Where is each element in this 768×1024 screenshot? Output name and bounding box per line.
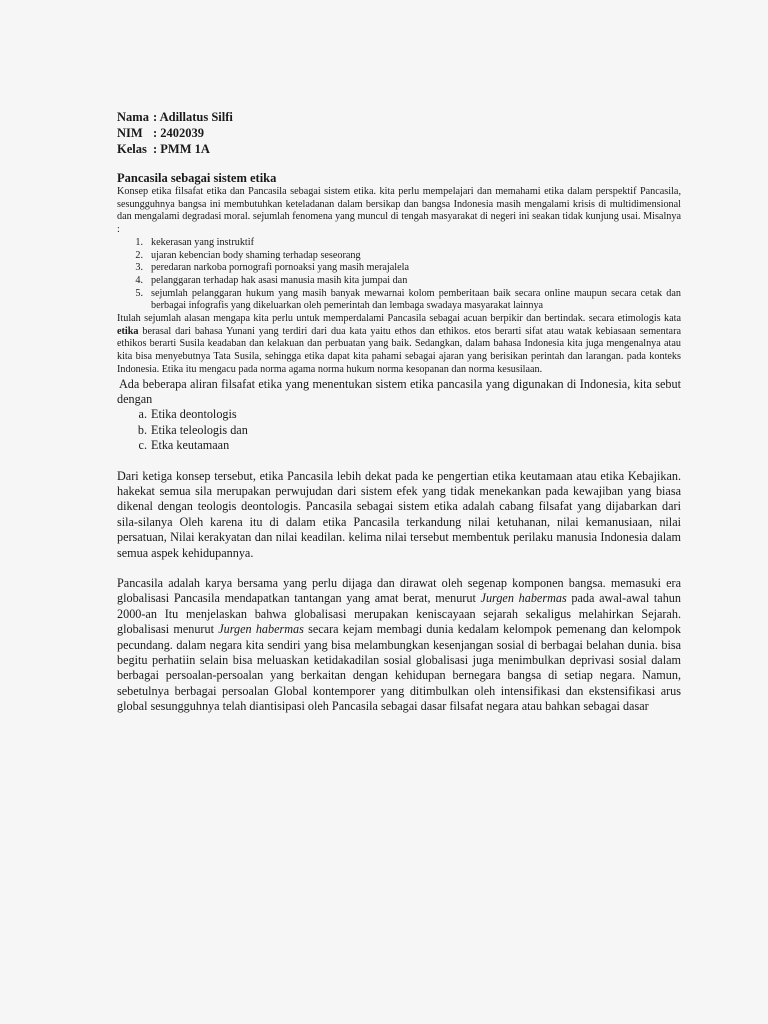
globalization-paragraph bbox=[117, 576, 681, 715]
section-title: Pancasila sebagai sistem etika bbox=[117, 171, 277, 185]
habermas-name: Jurgen habermas bbox=[480, 591, 567, 606]
intro-paragraph: Konsep etika filsafat etika dan Pancasila sebagai sistem etika. kita perlu mempelajari dan memahami etika dalam perspektif Pancasila, sesungguhnya bangsa ini membutuhkan keteladanan dalam bersikap dan bangsa Indonesia masih mengalami krisis di multidimensional dan mengalami degradasi moral. sejumlah fenomena yang muncul di tengah masyarakat di negeri ini seakan tidak kunjung usai. Misalnya : bbox=[117, 186, 681, 236]
list-number: 3. bbox=[135, 262, 143, 274]
class-row bbox=[117, 141, 681, 157]
list-number: 1. bbox=[135, 236, 143, 248]
spacer bbox=[117, 454, 681, 469]
class-label: Kelas bbox=[117, 142, 147, 156]
list-item bbox=[117, 407, 681, 422]
class-value: : PMM 1A bbox=[153, 142, 210, 156]
list-item bbox=[117, 438, 681, 453]
list-letter: c. bbox=[138, 438, 147, 453]
name-label: Nama bbox=[117, 110, 149, 124]
list-letter: a. bbox=[138, 407, 147, 422]
list-letter: b. bbox=[137, 422, 147, 437]
ethics-schools-list bbox=[117, 407, 681, 453]
list-item bbox=[117, 237, 681, 250]
list-item bbox=[117, 262, 681, 275]
list-text: Etika teleologis dan bbox=[151, 422, 248, 437]
nim-label: NIM bbox=[117, 126, 143, 140]
virtue-ethics-paragraph: Dari ketiga konsep tersebut, etika Pancasila lebih dekat pada ke pengertian etika keutamaan atau etika Kebajikan. hakekat semua sila merupakan perwujudan dari sistem efek yang tidak menekankan pada kewajiban yang biasa dikenal dengan teologis deontologis. Pancasila sebagai sistem etika adalah cabang filsafat yang dijabarkan dari sila-silanya Oleh karena itu di dalam etika Pancasila terkandung nilai ketuhanan, nilai kemanusiaan, nilai persatuan, Nilai kerakyatan dan nilai keadilan. kelima nilai tersebut membentuk perilaku manusia Indonesia dalam semua aspek kehidupannya. bbox=[117, 468, 681, 560]
nim-row bbox=[117, 125, 681, 141]
list-text: Etika deontologis bbox=[151, 407, 237, 422]
list-item bbox=[117, 250, 681, 263]
list-number: 5. bbox=[135, 287, 143, 299]
document-content bbox=[117, 109, 681, 715]
problem-list bbox=[117, 237, 681, 313]
habermas-name: Jurgen habermas bbox=[218, 622, 304, 637]
list-item bbox=[117, 423, 681, 438]
list-number: 2. bbox=[135, 249, 143, 261]
spacer bbox=[117, 561, 681, 576]
list-text: Etka keutamaan bbox=[151, 438, 230, 453]
globalization-text-3: secara kejam membagi dunia kedalam kelompok pemenang dan kelompok pecundang. dalam negara kita sendiri yang bisa melambungkan kesenjangan sosial di berbagai belahan dunia. bisa begitu perhatiin selain bisa meluaskan ketidakadilan sosial globalisasi juga menimbulkan deprivasi sosial dalam berbagai persoalan-persoalan yang berkaitan dengan kehidupan bernegara bangsa di setiap negara. Namun, sebetulnya berbagai persoalan Global kontemporer yang ditimbulkan oleh intensifikasi dan ekstensifikasi arus global sesungguhnya telah diantisipasi oleh Pancasila sebagai dasar filsafat negara atau bahkan sebagai dasar bbox=[117, 622, 681, 714]
globalization-text-1: Pancasila adalah karya bersama yang perlu dijaga dan dirawat oleh segenap komponen bangsa. memasuki era globalisasi Pancasila mendapatkan tantangan yang amat berat, menurut bbox=[117, 576, 681, 606]
etymology-paragraph bbox=[117, 313, 681, 377]
list-item bbox=[117, 288, 681, 313]
schools-paragraph: Ada beberapa aliran filsafat etika yang menentukan sistem etika pancasila yang digunakan di Indonesia, kita sebut dengan bbox=[117, 376, 681, 406]
list-number: 4. bbox=[135, 274, 143, 286]
etika-bold-term: etika bbox=[117, 325, 139, 337]
etymology-text-start: Itulah sejumlah alasan mengapa kita perlu untuk memperdalami Pancasila sebagai acuan berpikir dan bertindak. secara etimologis kata bbox=[117, 313, 681, 325]
list-text: pelanggaran terhadap hak asasi manusia masih kita jumpai dan bbox=[151, 274, 408, 286]
list-text: kekerasan yang instruktif bbox=[151, 236, 254, 248]
list-text: peredaran narkoba pornografi pornoaksi yang masih merajalela bbox=[151, 262, 409, 274]
list-text: ujaran kebencian body shaming terhadap seseorang bbox=[151, 249, 361, 261]
name-value: : Adillatus Silfi bbox=[153, 110, 233, 124]
globalization-text-2: pada awal-awal tahun 2000-an Itu menjelaskan bahwa globalisasi merupakan keniscayaan sejarah sekaligus melahirkan Sejarah. globalisasi menurut bbox=[117, 591, 681, 637]
etymology-text-end: berasal dari bahasa Yunani yang terdiri dari dua kata yaitu ethos dan ethikos. etos berarti sifat atau watak kebiasaan sementara ethikos berarti Susila keadaban dan kelakuan dan perbuatan yang baik. Sedangkan, dalam bahasa Indonesia kita juga mengenalnya atau kita bisa menyebutnya Tata Susila, sehingga etika dapat kita pahami sebagai ajaran yang berisikan perintah dan larangan. pada konteks Indonesia. Etika itu mengacu pada norma agama norma hukum norma kesopanan dan norma kesusilaan. bbox=[117, 325, 681, 375]
list-item bbox=[117, 275, 681, 288]
list-text: sejumlah pelanggaran hukum yang masih banyak mewarnai kolom pemberitaan baik secara online maupun secara cetak dan berbagai infografis yang dikeluarkan oleh pemerintah dan lembaga swadaya masyarakat lainnya bbox=[151, 287, 681, 312]
nim-value: : 2402039 bbox=[153, 126, 205, 140]
name-row bbox=[117, 109, 681, 125]
identity-header bbox=[117, 109, 681, 157]
